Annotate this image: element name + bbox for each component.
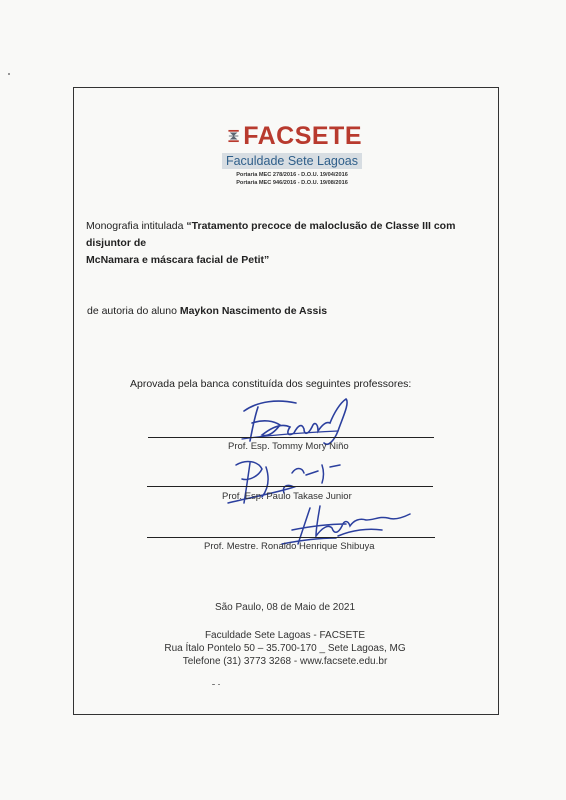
examiner-name-3: Prof. Mestre. Ronaldo Henrique Shibuya	[204, 541, 375, 552]
facsete-emblem-icon	[228, 121, 239, 151]
author-name: Maykon Nascimento de Assis	[179, 305, 328, 317]
monograph-title-line-2: McNamara e máscara facial de Petit”	[86, 254, 270, 266]
logo-subtitle: Faculdade Sete Lagoas	[225, 154, 359, 168]
monograph-title	[86, 218, 486, 269]
author-prefix: de autoria do aluno	[87, 305, 180, 317]
portaria-line-2: Portaria MEC 946/2016 - D.O.U. 19/08/2016	[236, 180, 348, 186]
monograph-title-line-1: “Tratamento precoce de maloclusão de Classe III com disjuntor de	[86, 220, 456, 249]
document-date: São Paulo, 08 de Maio de 2021	[214, 602, 356, 613]
logo-wordmark: FACSETE	[243, 121, 362, 150]
portaria-line-1: Portaria MEC 278/2016 - D.O.U. 19/04/2016	[236, 172, 348, 178]
facsete-logo	[222, 119, 362, 191]
scan-speck	[212, 684, 215, 685]
approval-statement: Aprovada pela banca constituída dos seguintes professores:	[130, 378, 412, 390]
signature-line-1	[148, 437, 434, 438]
scan-speck	[218, 684, 220, 685]
scan-speck	[8, 73, 10, 75]
footer-contact: Telefone (31) 3773 3268 - www.facsete.edu.br	[182, 656, 388, 667]
signature-line-2	[147, 486, 433, 487]
author-line	[87, 305, 487, 317]
footer-address: Rua Ítalo Pontelo 50 – 35.700-170 _ Sete Lagoas, MG	[164, 643, 406, 654]
examiner-name-2: Prof. Esp. Paulo Takase Junior	[222, 491, 352, 502]
examiner-name-1: Prof. Esp. Tommy Mory Niño	[228, 441, 349, 452]
signature-line-3	[147, 537, 435, 538]
footer-institution: Faculdade Sete Lagoas - FACSETE	[204, 630, 366, 641]
monograph-prefix: Monografia intitulada	[86, 220, 187, 232]
